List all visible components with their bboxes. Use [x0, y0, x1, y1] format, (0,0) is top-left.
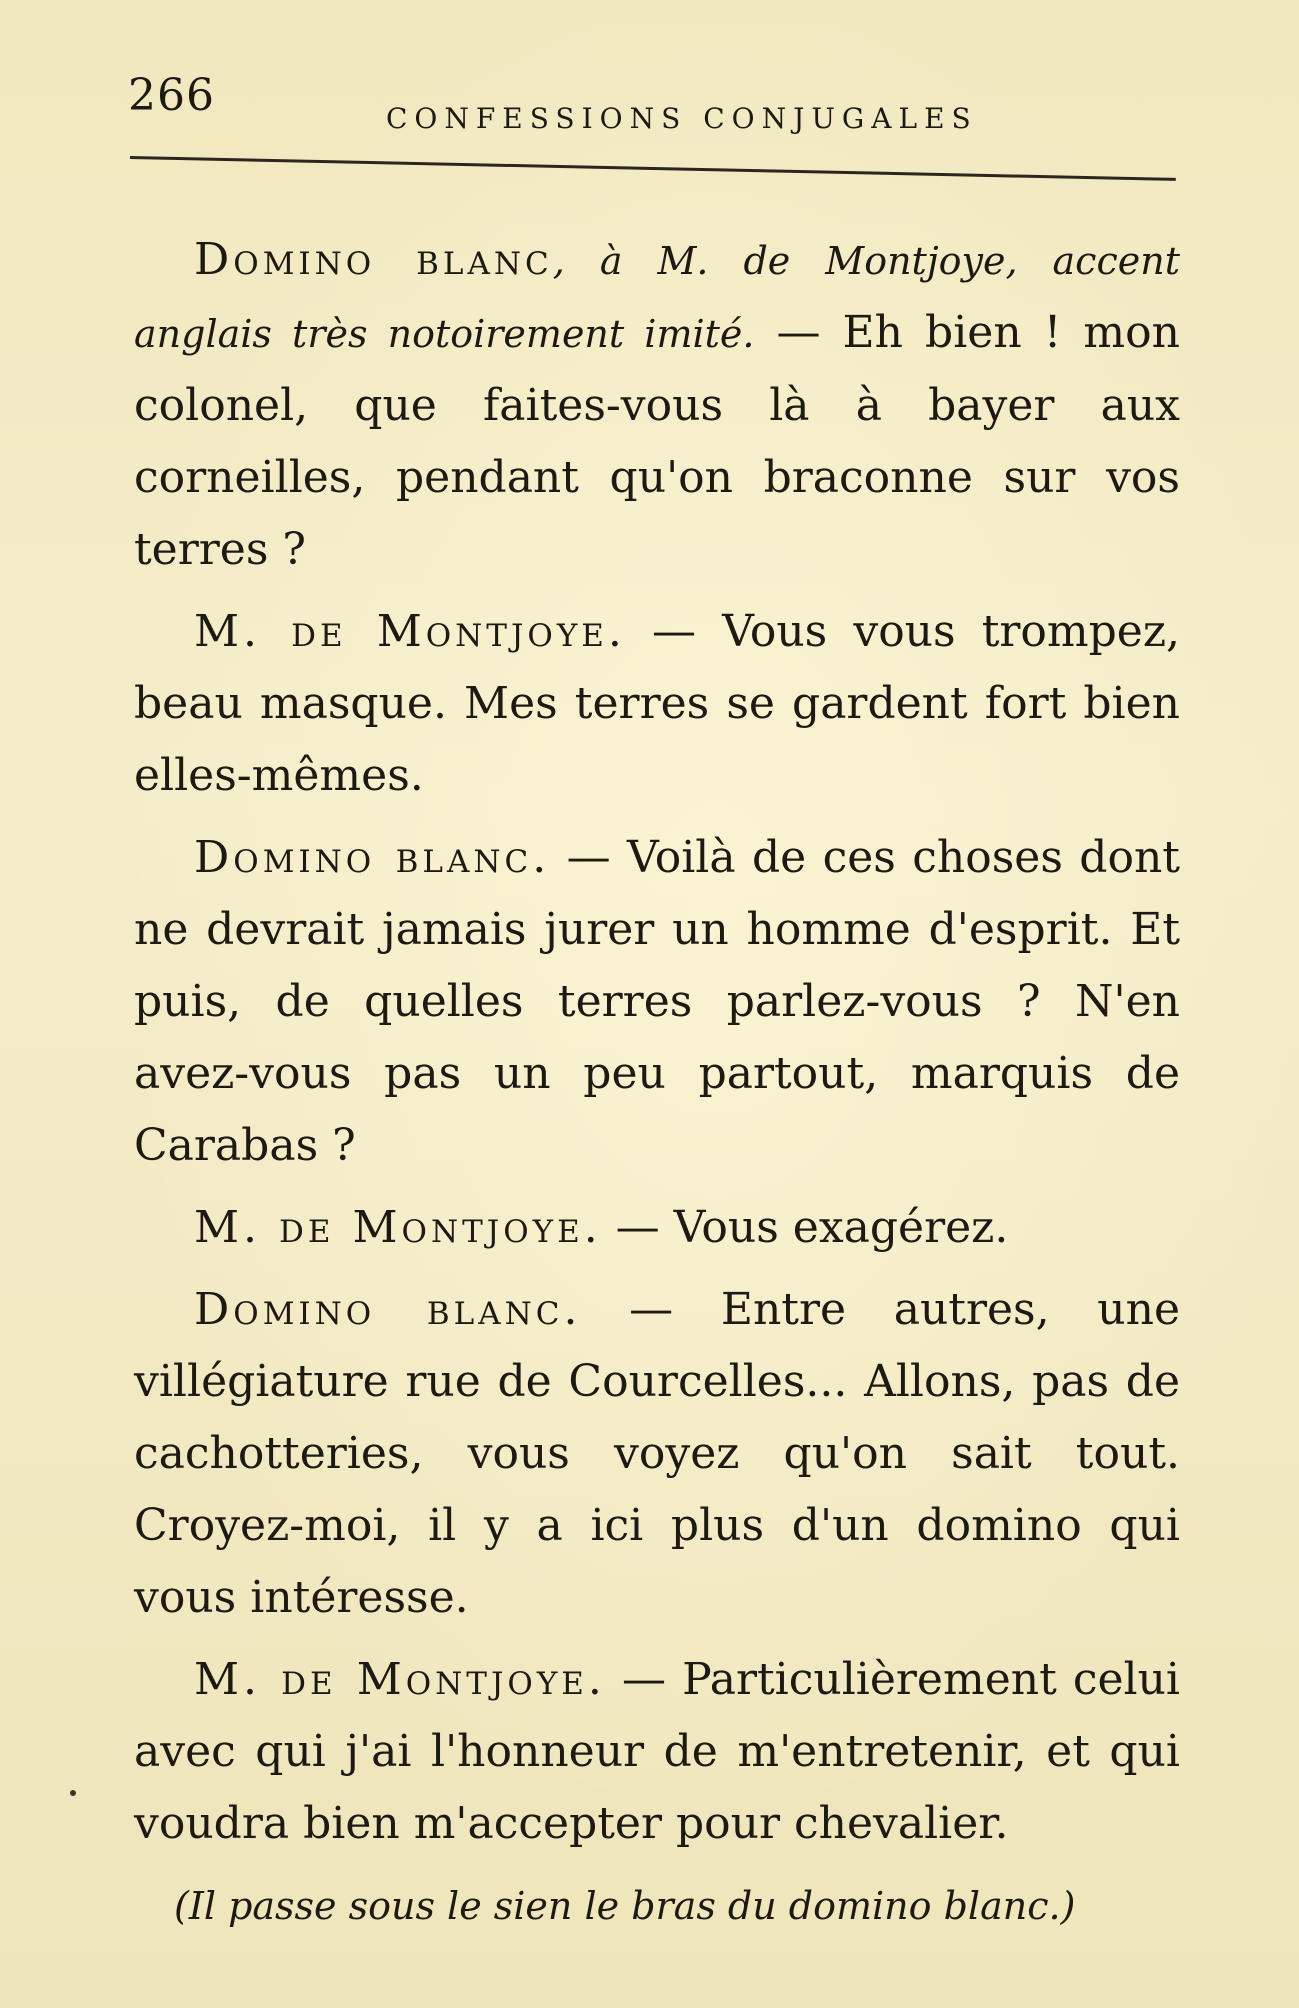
dialogue-line: — Vous vous trompez, beau masque. Mes terres se gardent fort bien elles-mêmes. [134, 606, 1180, 801]
dialogue-text [134, 224, 1180, 1942]
running-head [128, 62, 1178, 135]
dialogue-line: — Vous exagérez. [601, 1202, 1009, 1253]
header-rule [130, 156, 1176, 181]
ink-speck [70, 1790, 76, 1796]
dialogue-paragraph [134, 596, 1180, 812]
dialogue-paragraph [134, 1644, 1180, 1860]
stage-direction-inline: , à M. de Montjoye, accent anglais très notoirement imité. [134, 239, 1180, 356]
dialogue-paragraph [134, 1274, 1180, 1634]
dialogue-line: — Entre autres, une villégiature rue de Courcelles... Allons, pas de cachotteries, vous voyez qu'on sait tout. Croyez-moi, il y a ici plus d'un domino qui vous intéresse. [134, 1284, 1180, 1623]
dialogue-line: — Particulièrement celui avec qui j'ai l'honneur de m'entretenir, et qui voudra bien m'accepter pour chevalier. [134, 1654, 1181, 1849]
dialogue-paragraph [134, 822, 1180, 1182]
speaker-name: Domino blanc [194, 234, 553, 285]
stage-direction: (Il passe sous le sien le bras du domino blanc.) [174, 1884, 1076, 1928]
dialogue-line: — Voilà de ces choses dont ne devrait jamais jurer un homme d'esprit. Et puis, de quelles terres parlez-vous ? N'en avez-vous pas un peu partout, marquis de Carabas ? [134, 832, 1180, 1171]
running-title: CONFESSIONS CONJUGALES [386, 102, 978, 135]
dialogue-paragraph [134, 1192, 1180, 1264]
speaker-name: Domino blanc. [194, 832, 551, 883]
speaker-name: Domino blanc. [194, 1284, 582, 1335]
speaker-name: M. de Montjoye. [194, 606, 626, 657]
speaker-name: M. de Montjoye. [194, 1654, 606, 1705]
dialogue-line: — Eh bien ! mon colonel, que faites-vous là à bayer aux corneilles, pendant qu'on braconne sur vos terres ? [134, 307, 1180, 575]
speaker-name: M. de Montjoye. [194, 1202, 602, 1253]
page-number: 266 [128, 70, 215, 121]
dialogue-paragraph [134, 224, 1180, 586]
